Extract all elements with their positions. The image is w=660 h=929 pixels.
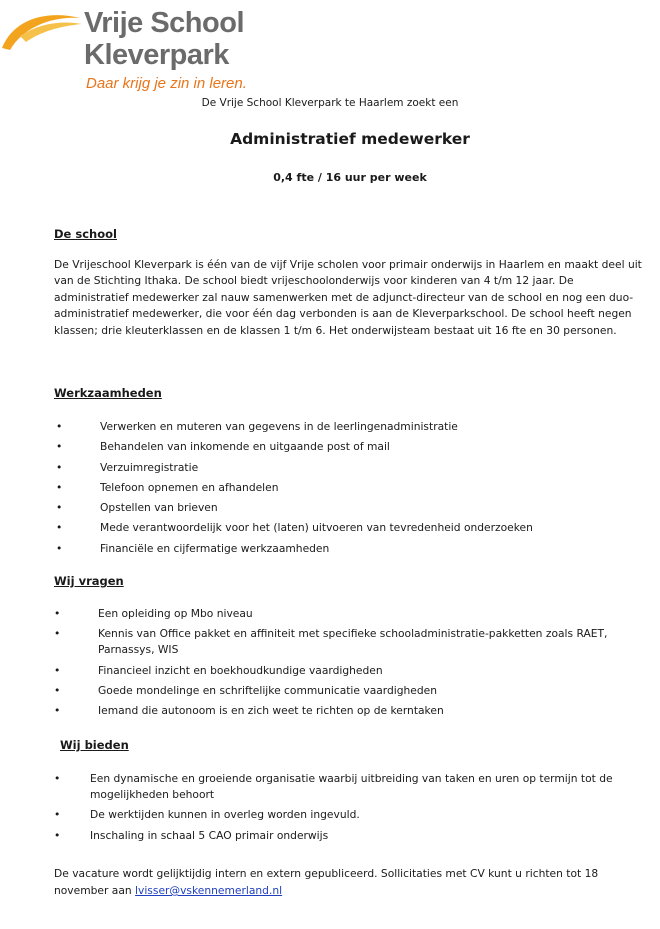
offer-heading: Wij bieden [60,738,129,752]
list-item: • Inschaling in schaal 5 CAO primair onderwijs [52,828,650,844]
list-item: • Verzuimregistratie [54,460,650,476]
list-item: • Verwerken en muteren van gegevens in de leerlingenadministratie [54,419,650,435]
job-title: Administratief medewerker [230,130,470,148]
logo-name-line1: Vrije School [84,7,244,39]
requirements-heading: Wij vragen [54,574,124,588]
list-item: • Een dynamische en groeiende organisatie waarbij uitbreiding van taken en uren op termijn tot de mogelijkheden behoort [52,771,650,803]
logo-name-line2: Kleverpark [84,39,229,71]
list-item: • Iemand die autonoom is en zich weet te richten op de kerntaken [52,703,650,719]
email-link[interactable]: lvisser@vskennemerland.nl [135,884,283,897]
swoosh-icon [0,6,90,56]
list-item: • Financiële en cijfermatige werkzaamheden [54,541,650,557]
list-item: • Financieel inzicht en boekhoudkundige vaardigheden [52,663,650,679]
application-note [54,865,650,899]
list-item: • De werktijden kunnen in overleg worden ingevuld. [52,807,650,823]
requirements-list [52,606,650,723]
school-description: De Vrijeschool Kleverpark is één van de vijf Vrije scholen voor primair onderwijs in Haarlem en maakt deel uit van de Stichting Ithaka. De school biedt vrijeschoolonderwijs voor kinderen van 4 t/m 12 jaar. De administratief medewerker zal nauw samenwerken met de adjunct-directeur van de school en nog een duo-administratief medewerker, die voor één dag verbonden is aan de Kleverparkschool. De school heeft negen klassen; drie kleuterklassen en de klassen 1 t/m 6. Het onderwijsteam bestaat uit 16 fte en 30 personen. [54,258,642,337]
intro-line: De Vrije School Kleverpark te Haarlem zoekt een [201,97,459,109]
job-hours: 0,4 fte / 16 uur per week [273,171,427,184]
list-item: • Een opleiding op Mbo niveau [52,606,650,622]
list-item: • Kennis van Office pakket en affiniteit met specifieke schooladministratie-pakketten zoals RAET, Parnassys, WIS [52,626,650,658]
school-heading: De school [54,227,117,241]
school-logo [0,0,270,95]
logo-tagline: Daar krijg je zin in leren. [86,75,247,92]
list-item: • Behandelen van inkomende en uitgaande post of mail [54,439,650,455]
list-item: • Goede mondelinge en schriftelijke communicatie vaardigheden [52,683,650,699]
list-item: • Mede verantwoordelijk voor het (laten) uitvoeren van tevredenheid onderzoeken [54,520,650,536]
application-text: De vacature wordt gelijktijdig intern en extern gepubliceerd. Sollicitaties met CV kunt u richten tot 18 november aan [54,867,599,897]
list-item: • Opstellen van brieven [54,500,650,516]
tasks-heading: Werkzaamheden [54,386,162,400]
offer-list [52,771,650,848]
list-item: • Telefoon opnemen en afhandelen [54,480,650,496]
tasks-list [54,419,650,561]
